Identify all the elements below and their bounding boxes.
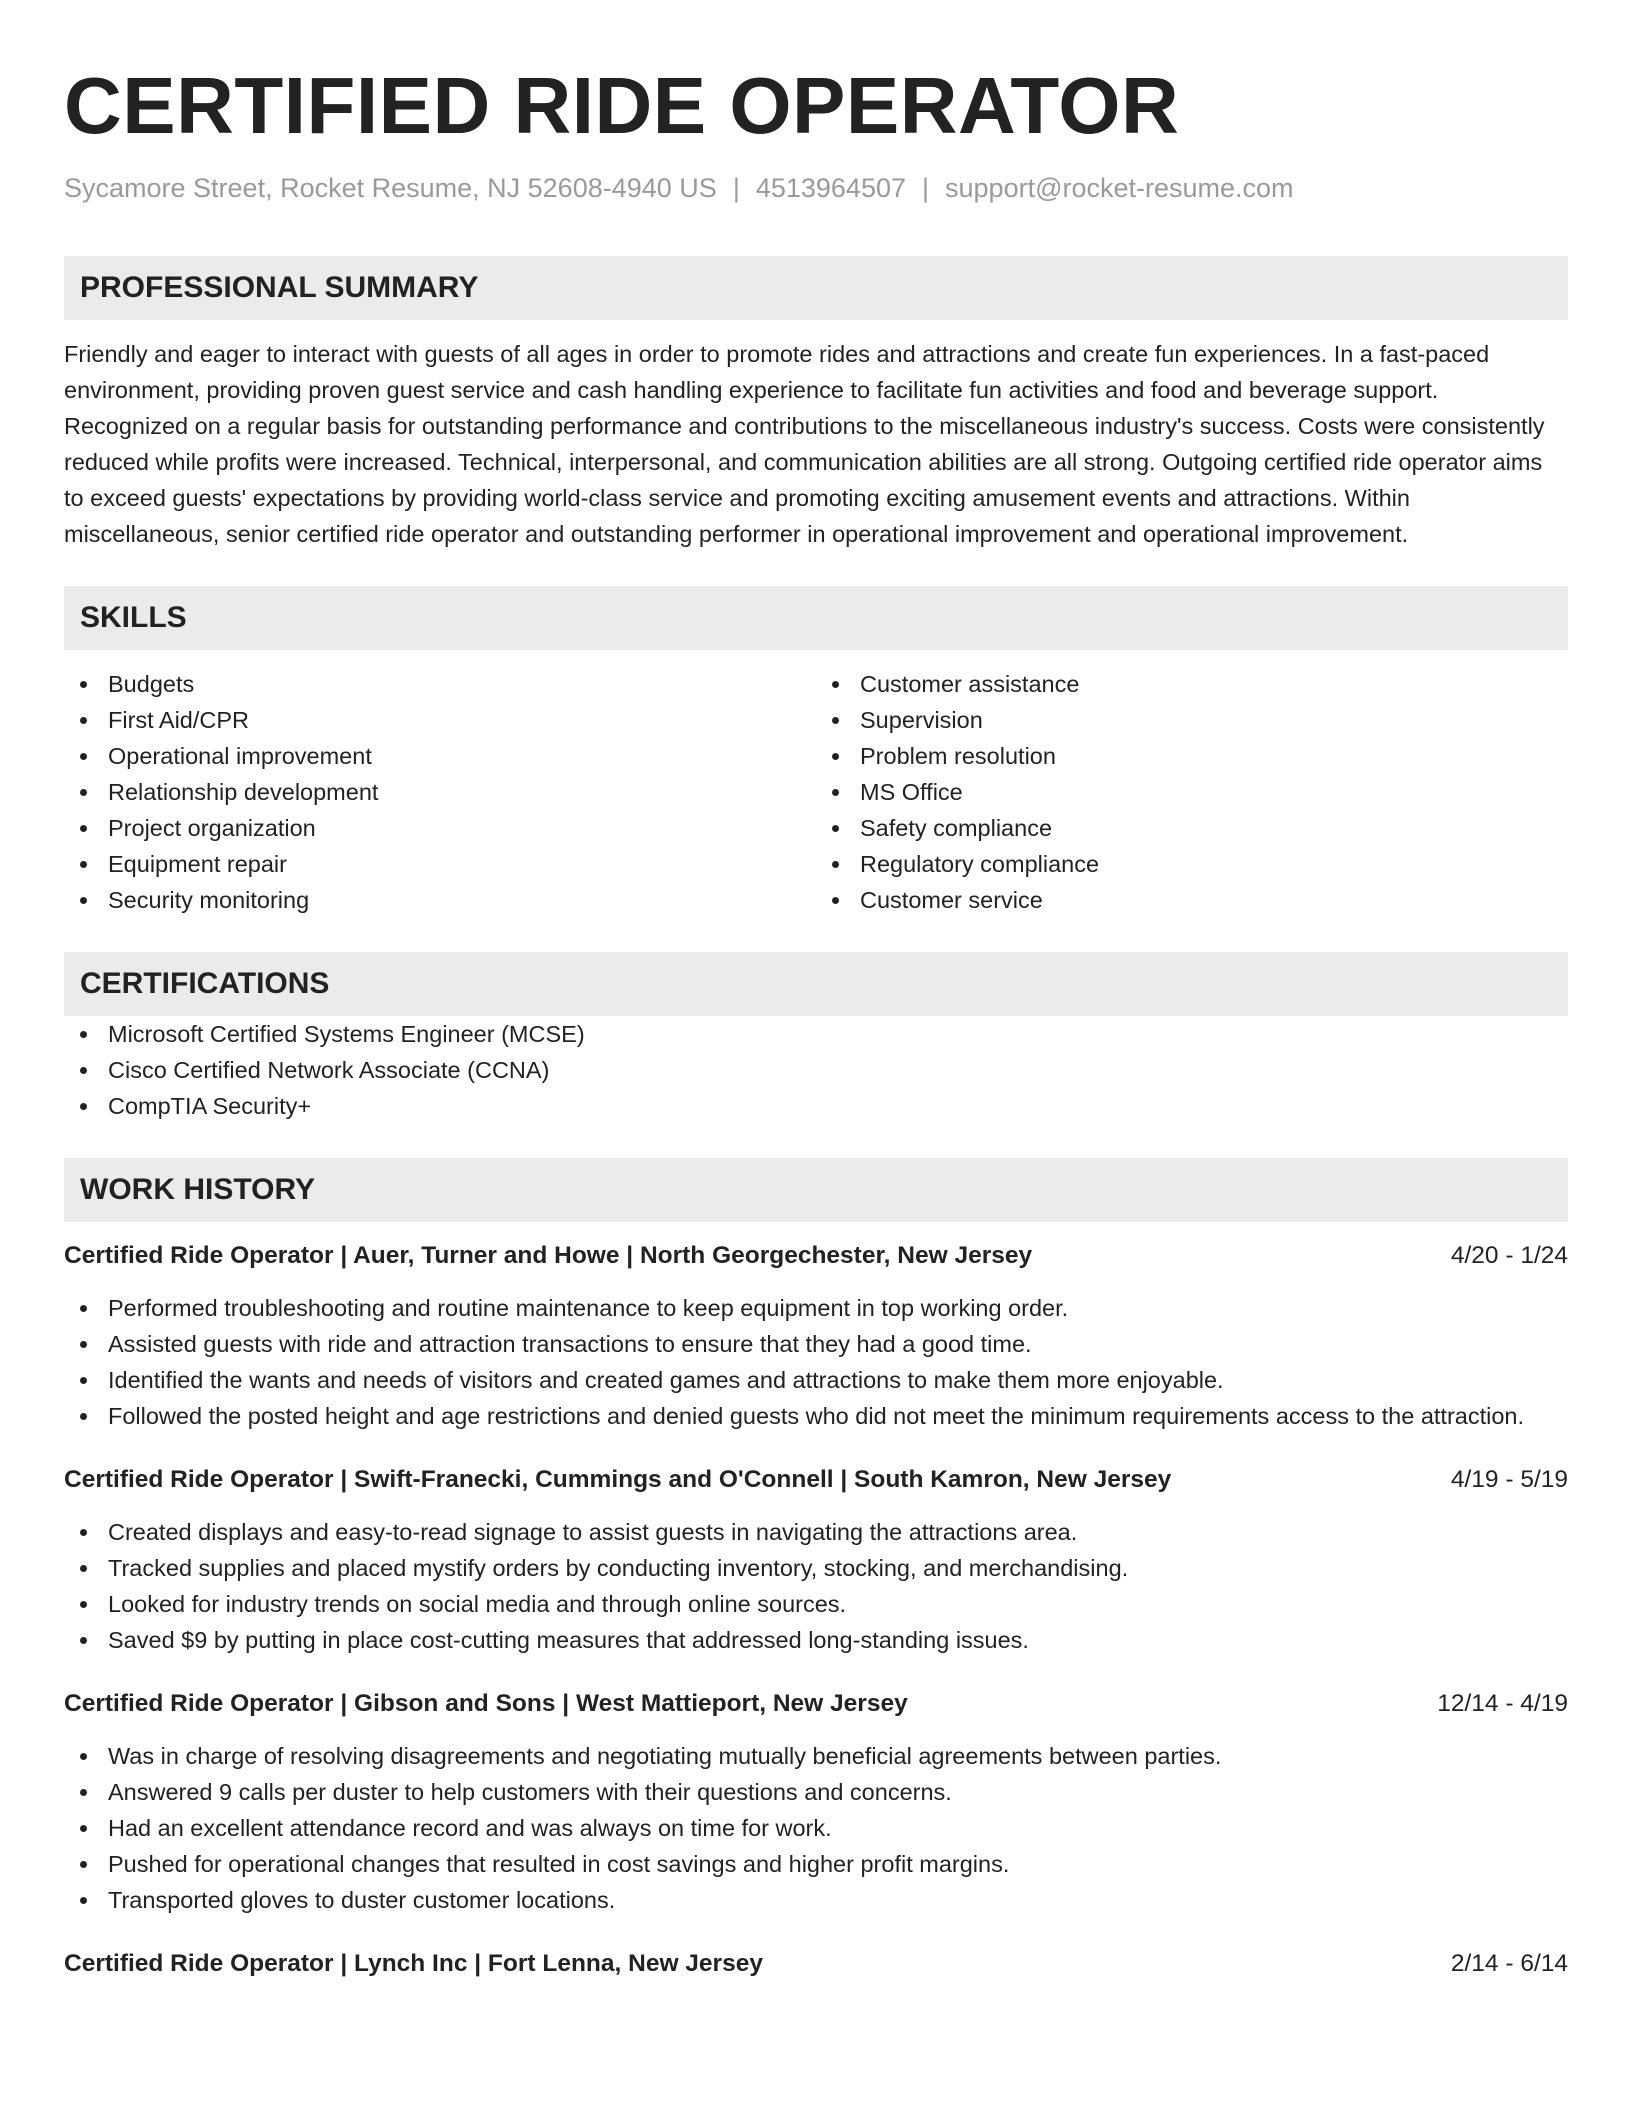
certification-item: Microsoft Certified Systems Engineer (MCSE): [64, 1016, 1568, 1052]
contact-address: Sycamore Street, Rocket Resume, NJ 52608-4940 US: [64, 173, 717, 203]
job-entry: [64, 1238, 1568, 1434]
resume-name: CERTIFIED RIDE OPERATOR: [64, 61, 1180, 150]
contact-separator: |: [732, 173, 740, 203]
skill-item: Safety compliance: [816, 810, 1568, 846]
certification-item: CompTIA Security+: [64, 1088, 1568, 1124]
summary-text: Friendly and eager to interact with guests of all ages in order to promote rides and attractions and create fun experiences. In a fast-paced environment, providing proven guest service and cash handling experience to facilitate fun activities and food and beverage support. Recognized on a regular basis for outstanding performance and contributions to the miscellaneous industry's success. Costs were consistently reduced while profits were increased. Technical, interpersonal, and communication abilities are all strong. Outgoing certified ride operator aims to exceed guests' expectations by providing world-class service and promoting exciting amusement events and attractions. Within miscellaneous, senior certified ride operator and outstanding performer in operational improvement and operational improvement.: [64, 341, 1545, 547]
job-header: [64, 1238, 1568, 1274]
job-bullet: Transported gloves to duster customer locations.: [64, 1882, 1568, 1918]
job-title: Certified Ride Operator | Auer, Turner and Howe | North Georgechester, New Jersey: [64, 1242, 1033, 1269]
job-title: Certified Ride Operator | Gibson and Sons | West Mattieport, New Jersey: [64, 1690, 908, 1717]
skill-item: Operational improvement: [64, 738, 816, 774]
skills-column-left: [64, 666, 816, 918]
job-title: Certified Ride Operator | Lynch Inc | Fort Lenna, New Jersey: [64, 1950, 763, 1977]
skill-item: MS Office: [816, 774, 1568, 810]
skill-item: Problem resolution: [816, 738, 1568, 774]
skill-item: Project organization: [64, 810, 816, 846]
skills-column-right: [816, 666, 1568, 918]
section-heading-certifications: CERTIFICATIONS: [64, 952, 1568, 1016]
job-bullet: Saved $9 by putting in place cost-cutting measures that addressed long-standing issues.: [64, 1622, 1568, 1658]
skill-item: First Aid/CPR: [64, 702, 816, 738]
job-entry: [64, 1686, 1568, 1918]
job-entry: [64, 1462, 1568, 1658]
contact-email: support@rocket-resume.com: [945, 173, 1294, 203]
job-bullets: [64, 1738, 1568, 1918]
skills-list-left: [64, 666, 816, 918]
job-bullet: Followed the posted height and age restrictions and denied guests who did not meet the minimum requirements access to the attraction.: [64, 1398, 1568, 1434]
job-bullet: Created displays and easy-to-read signage to assist guests in navigating the attractions area.: [64, 1514, 1568, 1550]
job-dates: 4/19 - 5/19: [1450, 1466, 1568, 1493]
skills-list-right: [816, 666, 1568, 918]
skill-item: Supervision: [816, 702, 1568, 738]
skill-item: Security monitoring: [64, 882, 816, 918]
job-bullets: [64, 1290, 1568, 1434]
job-dates: 2/14 - 6/14: [1450, 1950, 1568, 1977]
skill-item: Customer assistance: [816, 666, 1568, 702]
job-bullet: Looked for industry trends on social media and through online sources.: [64, 1586, 1568, 1622]
skill-item: Customer service: [816, 882, 1568, 918]
skills-grid: [64, 666, 1568, 918]
certification-item: Cisco Certified Network Associate (CCNA): [64, 1052, 1568, 1088]
certifications-list: [64, 1016, 1568, 1124]
job-bullet: Performed troubleshooting and routine maintenance to keep equipment in top working order.: [64, 1290, 1568, 1326]
job-dates: 4/20 - 1/24: [1450, 1242, 1568, 1269]
job-header: [64, 1946, 1568, 1982]
section-heading-work-history: WORK HISTORY: [64, 1158, 1568, 1222]
skill-item: Equipment repair: [64, 846, 816, 882]
contact-separator: |: [922, 173, 930, 203]
section-heading-summary: PROFESSIONAL SUMMARY: [64, 256, 1568, 320]
job-bullet: Had an excellent attendance record and was always on time for work.: [64, 1810, 1568, 1846]
job-header: [64, 1686, 1568, 1722]
contact-phone: 4513964507: [755, 173, 906, 203]
job-entry: [64, 1946, 1568, 1982]
job-bullet: Was in charge of resolving disagreements and negotiating mutually beneficial agreements between parties.: [64, 1738, 1568, 1774]
skill-item: Relationship development: [64, 774, 816, 810]
job-dates: 12/14 - 4/19: [1437, 1690, 1568, 1717]
job-bullets: [64, 1514, 1568, 1658]
contact-line: [64, 170, 1568, 206]
job-bullet: Answered 9 calls per duster to help customers with their questions and concerns.: [64, 1774, 1568, 1810]
job-header: [64, 1462, 1568, 1498]
job-bullet: Pushed for operational changes that resulted in cost savings and higher profit margins.: [64, 1846, 1568, 1882]
section-heading-skills: SKILLS: [64, 586, 1568, 650]
skill-item: Regulatory compliance: [816, 846, 1568, 882]
job-bullet: Identified the wants and needs of visitors and created games and attractions to make them more enjoyable.: [64, 1362, 1568, 1398]
job-title: Certified Ride Operator | Swift-Franecki, Cummings and O'Connell | South Kamron, New Jersey: [64, 1466, 1172, 1493]
job-bullet: Tracked supplies and placed mystify orders by conducting inventory, stocking, and merchandising.: [64, 1550, 1568, 1586]
skill-item: Budgets: [64, 666, 816, 702]
job-bullet: Assisted guests with ride and attraction transactions to ensure that they had a good time.: [64, 1326, 1568, 1362]
